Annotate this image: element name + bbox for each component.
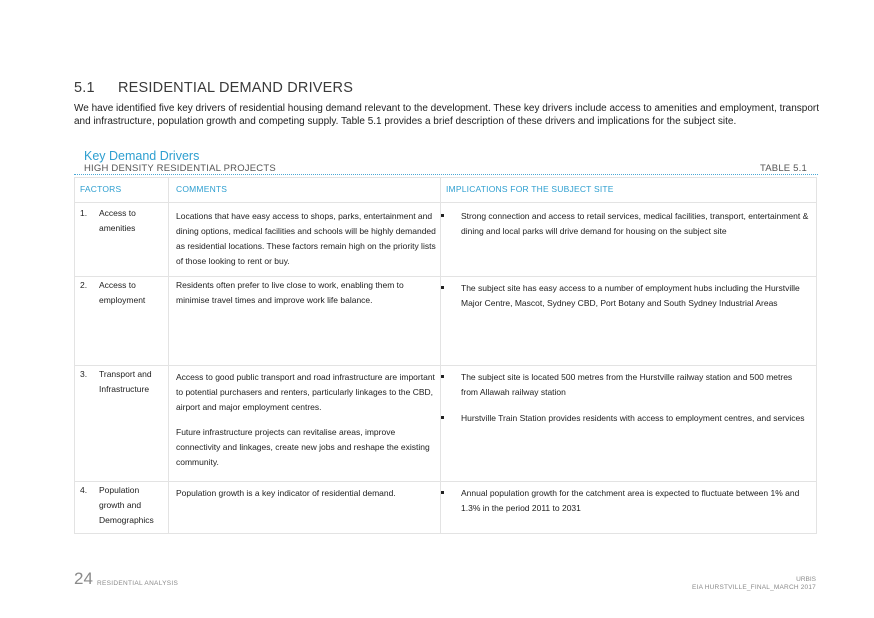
- bullet-icon: [441, 375, 444, 378]
- factor-label: Access to amenities: [99, 208, 136, 233]
- bullet-icon: [441, 286, 444, 289]
- comment-cell: [169, 277, 441, 365]
- comment-cell: [169, 203, 441, 276]
- comment-text: Locations that have easy access to shops, parks, entertainment and dining options, medical facilities and schools will be highly demanded as residential locations. These factors remain high on the priority lists of those looking to rent or buy.: [176, 211, 436, 266]
- footer-doc-ref: EIA HURSTVILLE_FINAL_MARCH 2017: [692, 584, 816, 591]
- section-title: RESIDENTIAL DEMAND DRIVERS: [118, 80, 354, 96]
- factor-number: 4.: [80, 485, 88, 495]
- table-row: [75, 366, 816, 482]
- header-cell-comments: [169, 178, 441, 202]
- header-comments: COMMENTS: [176, 184, 228, 194]
- table-subtitle: HIGH DENSITY RESIDENTIAL PROJECTS: [84, 163, 276, 174]
- implication-cell: [441, 203, 816, 276]
- comment-text: Future infrastructure projects can revitalise areas, improve connectivity and linkages, create new jobs and reshape the existing community.: [176, 427, 430, 467]
- comment-cell: [169, 366, 441, 481]
- factor-number: 3.: [80, 369, 88, 379]
- comment-text: Population growth is a key indicator of residential demand.: [176, 488, 396, 498]
- implication-cell: [441, 277, 816, 365]
- implication-cell: [441, 482, 816, 533]
- table-row: [75, 482, 816, 533]
- bullet-icon: [441, 416, 444, 419]
- footer-page-number: 24: [74, 569, 93, 588]
- header-cell-factors: [75, 178, 169, 202]
- factor-number: 1.: [80, 208, 88, 218]
- bullet-icon: [441, 491, 444, 494]
- section-number: 5.1: [74, 80, 95, 96]
- factor-number: 2.: [80, 280, 88, 290]
- footer-section-label: RESIDENTIAL ANALYSIS: [97, 580, 179, 587]
- table-title: Key Demand Drivers: [84, 149, 200, 163]
- factor-cell: [75, 203, 169, 276]
- demand-drivers-table: [74, 177, 817, 534]
- factor-label: Population growth and Demographics: [99, 485, 154, 525]
- comment-cell: [169, 482, 441, 533]
- comment-text: Access to good public transport and road infrastructure are important to potential purchasers and renters, particularly linkages to the CBD, airport and major employment centres.: [176, 372, 435, 412]
- section-heading: [74, 80, 353, 96]
- footer-company: URBIS: [796, 576, 816, 583]
- comment-text: Residents often prefer to live close to work, enabling them to minimise travel times and improve work life balance.: [176, 280, 404, 305]
- implication-text: Hurstville Train Station provides residents with access to employment centres, and services: [461, 413, 805, 423]
- table-number: TABLE 5.1: [759, 163, 807, 174]
- table-row: [75, 277, 816, 366]
- bullet-icon: [441, 214, 444, 217]
- header-cell-implications: [441, 178, 816, 202]
- table-header-row: [75, 178, 816, 203]
- factor-cell: [75, 277, 169, 365]
- header-implications: IMPLICATIONS FOR THE SUBJECT SITE: [446, 184, 614, 194]
- implication-text: Strong connection and access to retail services, medical facilities, transport, entertainment & dining and local parks will drive demand for housing on the subject site: [461, 211, 809, 236]
- implication-text: The subject site has easy access to a number of employment hubs including the Hurstville Major Centre, Mascot, Sydney CBD, Port Botany and South Sydney Industrial Areas: [461, 283, 800, 308]
- implication-cell: [441, 366, 816, 481]
- factor-cell: [75, 366, 169, 481]
- factor-label: Transport and Infrastructure: [99, 369, 152, 394]
- table-row: [75, 203, 816, 277]
- implication-text: Annual population growth for the catchment area is expected to fluctuate between 1% and 1.3% in the period 2011 to 2031: [461, 488, 800, 513]
- factor-cell: [75, 482, 169, 533]
- implication-text: The subject site is located 500 metres from the Hurstville railway station and 500 metres from Allawah railway station: [461, 372, 793, 397]
- intro-paragraph: We have identified five key drivers of residential housing demand relevant to the development. These key drivers include access to amenities and employment, transport and infrastructure, population growth and competing supply. Table 5.1 provides a brief description of these drivers and implications for the subject site.: [74, 103, 820, 127]
- table-title-rule: [74, 174, 818, 175]
- factor-label: Access to employment: [99, 280, 146, 305]
- header-factors: FACTORS: [80, 184, 122, 194]
